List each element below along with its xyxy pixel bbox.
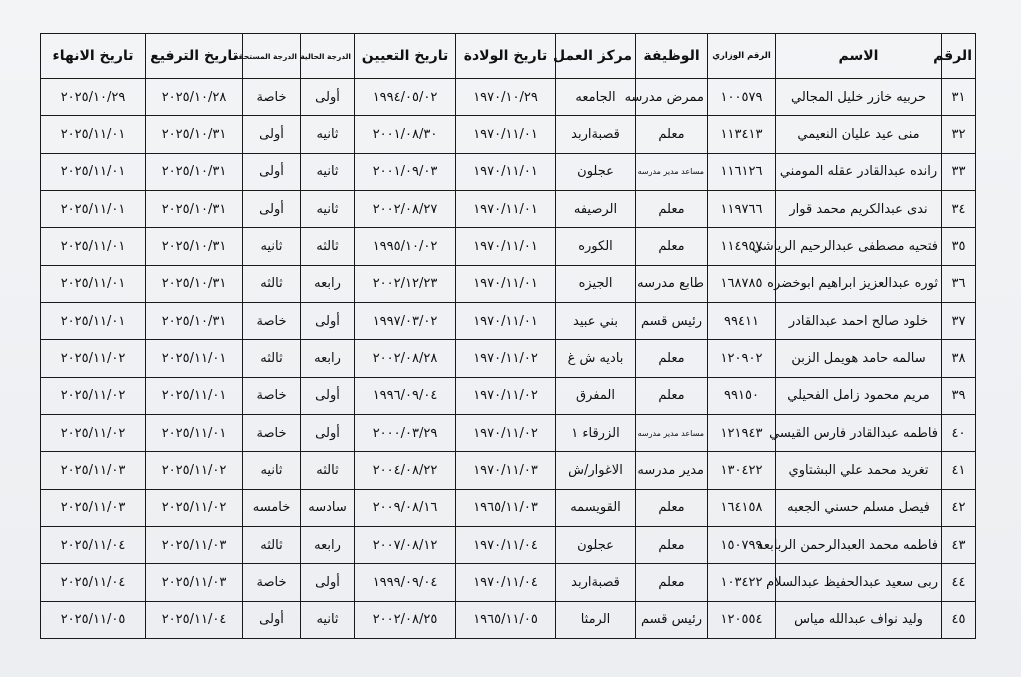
cell-workplace: باديه ش غ xyxy=(556,340,636,377)
cell-due-grade: خاصة xyxy=(243,79,301,116)
cell-birth-date: ١٩٦٥/١١/٠٥ xyxy=(456,601,556,638)
cell-appoint-date: ١٩٩٦/٠٩/٠٤ xyxy=(355,377,456,414)
table-row xyxy=(41,190,976,227)
table-row xyxy=(41,414,976,451)
table-row xyxy=(41,601,976,638)
cell-promo-date: ٢٠٢٥/١١/٠١ xyxy=(146,340,243,377)
cell-current-grade: أولى xyxy=(301,377,355,414)
cell-promo-date: ٢٠٢٥/١١/٠٣ xyxy=(146,526,243,563)
cell-no: ٤٥ xyxy=(942,601,976,638)
cell-due-grade: أولى xyxy=(243,116,301,153)
cell-end-date: ٢٠٢٥/١١/٠٢ xyxy=(41,377,146,414)
cell-ministry-no: ١٢٠٩٠٢ xyxy=(708,340,776,377)
cell-promo-date: ٢٠٢٥/١٠/٣١ xyxy=(146,153,243,190)
cell-job: معلم xyxy=(636,340,708,377)
table-row xyxy=(41,340,976,377)
cell-due-grade: أولى xyxy=(243,153,301,190)
header-due-grade: الدرجة المستحقة xyxy=(243,34,301,79)
header-ministry-no: الرقم الوزاري xyxy=(708,34,776,79)
table-row xyxy=(41,302,976,339)
cell-job: معلم xyxy=(636,564,708,601)
cell-no: ٣٧ xyxy=(942,302,976,339)
cell-current-grade: أولى xyxy=(301,302,355,339)
cell-end-date: ٢٠٢٥/١١/٠١ xyxy=(41,153,146,190)
header-appoint-date: تاريخ التعيين xyxy=(355,34,456,79)
cell-name: حربيه خازر خليل المجالي xyxy=(776,79,942,116)
table-row xyxy=(41,79,976,116)
cell-ministry-no: ١١٩٧٦٦ xyxy=(708,190,776,227)
cell-ministry-no: ١٠٣٤٢٢ xyxy=(708,564,776,601)
cell-name: رانده عبدالقادر عقله المومني xyxy=(776,153,942,190)
cell-name: خلود صالح احمد عبدالقادر xyxy=(776,302,942,339)
cell-job: معلم xyxy=(636,377,708,414)
cell-due-grade: ثانيه xyxy=(243,228,301,265)
cell-current-grade: ثانيه xyxy=(301,153,355,190)
cell-job: ممرض مدرسه xyxy=(636,79,708,116)
cell-end-date: ٢٠٢٥/١١/٠١ xyxy=(41,228,146,265)
cell-ministry-no: ١٠٠٥٧٩ xyxy=(708,79,776,116)
cell-ministry-no: ١١٤٩٥٧ xyxy=(708,228,776,265)
cell-due-grade: خاصة xyxy=(243,377,301,414)
cell-promo-date: ٢٠٢٥/١١/٠٢ xyxy=(146,452,243,489)
cell-birth-date: ١٩٦٥/١١/٠٣ xyxy=(456,489,556,526)
cell-no: ٣٨ xyxy=(942,340,976,377)
cell-workplace: قصبةاربد xyxy=(556,564,636,601)
cell-due-grade: أولى xyxy=(243,190,301,227)
cell-current-grade: رابعه xyxy=(301,526,355,563)
cell-appoint-date: ٢٠٠٢/٠٨/٢٧ xyxy=(355,190,456,227)
cell-job: معلم xyxy=(636,489,708,526)
cell-end-date: ٢٠٢٥/١١/٠٤ xyxy=(41,526,146,563)
cell-appoint-date: ٢٠٠٠/٠٣/٢٩ xyxy=(355,414,456,451)
cell-no: ٤٢ xyxy=(942,489,976,526)
cell-due-grade: أولى xyxy=(243,601,301,638)
cell-appoint-date: ١٩٩٩/٠٩/٠٤ xyxy=(355,564,456,601)
cell-appoint-date: ١٩٩٥/١٠/٠٢ xyxy=(355,228,456,265)
cell-job: رئيس قسم xyxy=(636,302,708,339)
cell-birth-date: ١٩٧٠/١١/٠٣ xyxy=(456,452,556,489)
cell-workplace: بني عبيد xyxy=(556,302,636,339)
cell-due-grade: ثالثه xyxy=(243,526,301,563)
cell-promo-date: ٢٠٢٥/١٠/٣١ xyxy=(146,228,243,265)
header-birth-date: تاريخ الولادة xyxy=(456,34,556,79)
cell-current-grade: ثالثه xyxy=(301,452,355,489)
cell-promo-date: ٢٠٢٥/١٠/٣١ xyxy=(146,302,243,339)
cell-name: فتحيه مصطفى عبدالرحيم الرياشي xyxy=(776,228,942,265)
cell-name: تغريد محمد علي البشتاوي xyxy=(776,452,942,489)
cell-no: ٤٤ xyxy=(942,564,976,601)
cell-workplace: الاغوار/ش xyxy=(556,452,636,489)
cell-ministry-no: ١٦٤١٥٨ xyxy=(708,489,776,526)
cell-end-date: ٢٠٢٥/١١/٠٢ xyxy=(41,340,146,377)
cell-birth-date: ١٩٧٠/١١/٠٢ xyxy=(456,377,556,414)
cell-appoint-date: ٢٠٠١/٠٨/٣٠ xyxy=(355,116,456,153)
cell-promo-date: ٢٠٢٥/١١/٠١ xyxy=(146,377,243,414)
cell-job: طابع مدرسه xyxy=(636,265,708,302)
cell-end-date: ٢٠٢٥/١٠/٢٩ xyxy=(41,79,146,116)
cell-birth-date: ١٩٧٠/١٠/٢٩ xyxy=(456,79,556,116)
cell-current-grade: ثانيه xyxy=(301,190,355,227)
cell-birth-date: ١٩٧٠/١١/٠٤ xyxy=(456,564,556,601)
cell-birth-date: ١٩٧٠/١١/٠١ xyxy=(456,190,556,227)
cell-due-grade: خاصة xyxy=(243,414,301,451)
cell-promo-date: ٢٠٢٥/١١/٠٣ xyxy=(146,564,243,601)
cell-promo-date: ٢٠٢٥/١٠/٣١ xyxy=(146,190,243,227)
cell-name: مريم محمود زامل الفحيلي xyxy=(776,377,942,414)
cell-promo-date: ٢٠٢٥/١٠/٣١ xyxy=(146,265,243,302)
cell-workplace: عجلون xyxy=(556,526,636,563)
cell-job: مساعد مدير مدرسه xyxy=(636,153,708,190)
cell-current-grade: ثالثه xyxy=(301,228,355,265)
cell-appoint-date: ٢٠٠٩/٠٨/١٦ xyxy=(355,489,456,526)
cell-workplace: الرمثا xyxy=(556,601,636,638)
cell-job: مساعد مدير مدرسه xyxy=(636,414,708,451)
header-promo-date: تاريخ الترفيع xyxy=(146,34,243,79)
cell-workplace: الجامعه xyxy=(556,79,636,116)
cell-appoint-date: ٢٠٠٧/٠٨/١٢ xyxy=(355,526,456,563)
cell-due-grade: ثانيه xyxy=(243,452,301,489)
header-current-grade: الدرجة الحالية xyxy=(301,34,355,79)
cell-birth-date: ١٩٧٠/١١/٠١ xyxy=(456,302,556,339)
cell-current-grade: أولى xyxy=(301,79,355,116)
header-name: الاسم xyxy=(776,34,942,79)
cell-current-grade: أولى xyxy=(301,414,355,451)
cell-ministry-no: ٩٩٤١١ xyxy=(708,302,776,339)
cell-workplace: الجيزه xyxy=(556,265,636,302)
cell-name: وليد نواف عبدالله مياس xyxy=(776,601,942,638)
cell-no: ٤٣ xyxy=(942,526,976,563)
cell-end-date: ٢٠٢٥/١١/٠٤ xyxy=(41,564,146,601)
cell-name: فيصل مسلم حسني الجعبه xyxy=(776,489,942,526)
cell-ministry-no: ١٦٨٧٨٥ xyxy=(708,265,776,302)
cell-no: ٣٩ xyxy=(942,377,976,414)
cell-current-grade: ثانيه xyxy=(301,601,355,638)
cell-end-date: ٢٠٢٥/١١/٠١ xyxy=(41,302,146,339)
cell-birth-date: ١٩٧٠/١١/٠١ xyxy=(456,228,556,265)
header-job: الوظيفة xyxy=(636,34,708,79)
cell-due-grade: ثالثه xyxy=(243,340,301,377)
table-body xyxy=(41,79,976,639)
table-row xyxy=(41,265,976,302)
cell-end-date: ٢٠٢٥/١١/٠١ xyxy=(41,265,146,302)
cell-job: رئيس قسم xyxy=(636,601,708,638)
cell-workplace: المفرق xyxy=(556,377,636,414)
cell-birth-date: ١٩٧٠/١١/٠١ xyxy=(456,265,556,302)
cell-no: ٣٦ xyxy=(942,265,976,302)
cell-current-grade: رابعه xyxy=(301,340,355,377)
table-row xyxy=(41,153,976,190)
cell-name: ثوره عبدالعزيز ابراهيم ابوخضره xyxy=(776,265,942,302)
table-row xyxy=(41,377,976,414)
cell-promo-date: ٢٠٢٥/١١/٠٢ xyxy=(146,489,243,526)
cell-birth-date: ١٩٧٠/١١/٠٢ xyxy=(456,414,556,451)
cell-birth-date: ١٩٧٠/١١/٠٤ xyxy=(456,526,556,563)
table-row xyxy=(41,228,976,265)
cell-job: معلم xyxy=(636,228,708,265)
cell-no: ٣١ xyxy=(942,79,976,116)
cell-name: ربى سعيد عبدالحفيظ عبدالسلام xyxy=(776,564,942,601)
cell-no: ٤١ xyxy=(942,452,976,489)
cell-ministry-no: ٩٩١٥٠ xyxy=(708,377,776,414)
cell-current-grade: سادسه xyxy=(301,489,355,526)
cell-promo-date: ٢٠٢٥/١٠/٢٨ xyxy=(146,79,243,116)
cell-appoint-date: ١٩٩٧/٠٣/٠٢ xyxy=(355,302,456,339)
cell-current-grade: ثانيه xyxy=(301,116,355,153)
cell-workplace: الزرقاء ١ xyxy=(556,414,636,451)
cell-birth-date: ١٩٧٠/١١/٠٢ xyxy=(456,340,556,377)
cell-workplace: قصبةاربد xyxy=(556,116,636,153)
cell-workplace: القويسمه xyxy=(556,489,636,526)
cell-no: ٣٣ xyxy=(942,153,976,190)
table-row xyxy=(41,564,976,601)
cell-due-grade: خامسه xyxy=(243,489,301,526)
cell-end-date: ٢٠٢٥/١١/٠٣ xyxy=(41,489,146,526)
cell-end-date: ٢٠٢٥/١١/٠٥ xyxy=(41,601,146,638)
cell-name: منى عيد عليان النعيمي xyxy=(776,116,942,153)
cell-ministry-no: ١٢٠٥٥٤ xyxy=(708,601,776,638)
cell-name: ندى عبدالكريم محمد قوار xyxy=(776,190,942,227)
header-end-date: تاريخ الانهاء xyxy=(41,34,146,79)
cell-appoint-date: ٢٠٠٢/٠٨/٢٥ xyxy=(355,601,456,638)
cell-no: ٣٥ xyxy=(942,228,976,265)
table-header-row xyxy=(41,34,976,79)
table-row xyxy=(41,116,976,153)
cell-end-date: ٢٠٢٥/١١/٠١ xyxy=(41,116,146,153)
header-no: الرقم xyxy=(942,34,976,79)
cell-current-grade: رابعه xyxy=(301,265,355,302)
cell-due-grade: ثالثه xyxy=(243,265,301,302)
cell-ministry-no: ١٣٠٤٢٢ xyxy=(708,452,776,489)
cell-no: ٤٠ xyxy=(942,414,976,451)
cell-ministry-no: ١١٣٤١٣ xyxy=(708,116,776,153)
cell-ministry-no: ١١٦١٢٦ xyxy=(708,153,776,190)
cell-promo-date: ٢٠٢٥/١٠/٣١ xyxy=(146,116,243,153)
cell-promo-date: ٢٠٢٥/١١/٠٤ xyxy=(146,601,243,638)
cell-workplace: عجلون xyxy=(556,153,636,190)
cell-job: معلم xyxy=(636,526,708,563)
cell-promo-date: ٢٠٢٥/١١/٠١ xyxy=(146,414,243,451)
table-row xyxy=(41,489,976,526)
cell-end-date: ٢٠٢٥/١١/٠٢ xyxy=(41,414,146,451)
cell-appoint-date: ٢٠٠٢/٠٨/٢٨ xyxy=(355,340,456,377)
cell-job: مدير مدرسه xyxy=(636,452,708,489)
cell-end-date: ٢٠٢٥/١١/٠١ xyxy=(41,190,146,227)
cell-name: سالمه حامد هويمل الزبن xyxy=(776,340,942,377)
cell-appoint-date: ١٩٩٤/٠٥/٠٢ xyxy=(355,79,456,116)
table-row xyxy=(41,526,976,563)
cell-no: ٣٤ xyxy=(942,190,976,227)
promotion-table xyxy=(40,33,976,639)
cell-appoint-date: ٢٠٠٢/١٢/٢٣ xyxy=(355,265,456,302)
cell-job: معلم xyxy=(636,116,708,153)
cell-job: معلم xyxy=(636,190,708,227)
cell-birth-date: ١٩٧٠/١١/٠١ xyxy=(456,153,556,190)
cell-workplace: الكوره xyxy=(556,228,636,265)
cell-end-date: ٢٠٢٥/١١/٠٣ xyxy=(41,452,146,489)
cell-current-grade: أولى xyxy=(301,564,355,601)
header-workplace: مركز العمل xyxy=(556,34,636,79)
cell-name: فاطمه عبدالقادر فارس القيسي xyxy=(776,414,942,451)
cell-name: فاطمه محمد العبدالرحمن الربابعه xyxy=(776,526,942,563)
cell-birth-date: ١٩٧٠/١١/٠١ xyxy=(456,116,556,153)
cell-ministry-no: ١٥٠٧٩٩ xyxy=(708,526,776,563)
cell-appoint-date: ٢٠٠٤/٠٨/٢٢ xyxy=(355,452,456,489)
cell-due-grade: خاصة xyxy=(243,302,301,339)
cell-ministry-no: ١٢١٩٤٣ xyxy=(708,414,776,451)
table-row xyxy=(41,452,976,489)
cell-due-grade: خاصة xyxy=(243,564,301,601)
cell-appoint-date: ٢٠٠١/٠٩/٠٣ xyxy=(355,153,456,190)
cell-no: ٣٢ xyxy=(942,116,976,153)
cell-workplace: الرصيفه xyxy=(556,190,636,227)
